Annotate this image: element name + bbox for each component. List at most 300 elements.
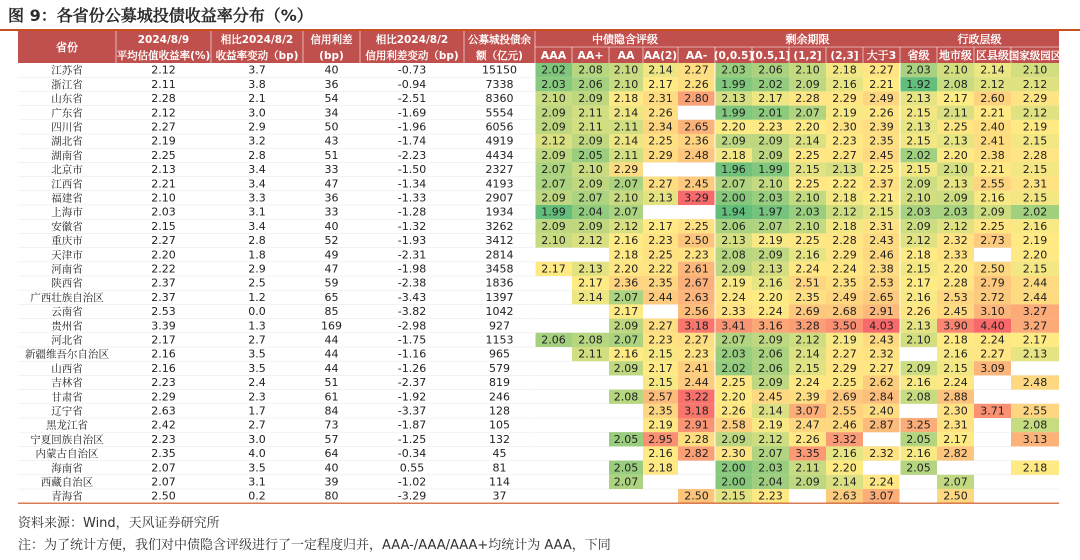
heat-cell-value: 2.10: [758, 177, 783, 191]
heat-cell-value: 2.18: [832, 219, 857, 233]
value-cell: 2.21: [151, 177, 176, 191]
heat-cell-value: 2.08: [943, 77, 968, 91]
heat-cell-value: 2.09: [758, 248, 783, 262]
province-label: 山西省: [51, 362, 83, 375]
heat-cell-value: 2.13: [943, 134, 968, 148]
heat-cell-value: 2.55: [1022, 404, 1048, 418]
value-cell: 6056: [485, 120, 514, 134]
heat-cell-value: 2.10: [613, 191, 639, 205]
column-header-1-line-0: 2024/8/9: [137, 34, 190, 46]
heat-cell-value: 2.39: [869, 120, 894, 134]
value-cell: -3.29: [397, 489, 427, 503]
heat-cell-value: 2.15: [795, 361, 820, 375]
heat-cell-value: 2.45: [943, 305, 968, 319]
heat-cell-value: 2.26: [684, 77, 709, 91]
province-label: 湖北省: [51, 135, 83, 148]
table-body: [18, 63, 1059, 503]
heat-cell-value: 2.55: [980, 177, 1005, 191]
heat-cell-value: 2.05: [906, 432, 931, 446]
heat-cell-value: 2.25: [648, 248, 673, 262]
heat-cell-value: 2.47: [795, 418, 820, 432]
heat-cell-value: 2.17: [906, 276, 931, 290]
heat-cell-value: 2.23: [684, 248, 709, 262]
heat-cell-value: 2.15: [906, 106, 931, 120]
heat-cell-value: 2.16: [980, 191, 1005, 205]
heat-cell-value: 2.73: [980, 234, 1005, 248]
heat-cell-value: 2.14: [980, 63, 1005, 77]
value-cell: -1.33: [397, 191, 427, 205]
heat-cell-value: 2.27: [648, 319, 673, 333]
heat-cell-value: 2.08: [613, 390, 639, 404]
heat-cell-value: 2.14: [795, 134, 820, 148]
heat-cell-value: 2.10: [578, 163, 603, 177]
heat-cell-value: 2.10: [795, 63, 820, 77]
column-header-3-line-0: 信用利差: [310, 34, 353, 46]
value-cell: -1.92: [397, 390, 427, 404]
heat-cell-value: 2.09: [758, 148, 783, 162]
heat-cell-value: 2.26: [869, 106, 894, 120]
value-cell: 4193: [485, 177, 514, 191]
value-cell: 37: [492, 489, 507, 503]
heat-cell-value: 2.10: [1022, 63, 1048, 77]
value-cell: 579: [489, 361, 510, 375]
table-row: [18, 333, 1059, 347]
heat-cell-value: 2.00: [721, 191, 746, 205]
heat-cell-value: 2.15: [1022, 134, 1048, 148]
heat-cell-value: 2.24: [795, 262, 820, 276]
heat-cell-value: 2.35: [795, 290, 820, 304]
heat-cell-value: 2.30: [721, 447, 746, 461]
heat-cell-value: 2.05: [906, 461, 931, 475]
table-row: [18, 177, 1059, 191]
value-cell: 2.03: [151, 205, 176, 219]
heat-cell-value: 2.68: [832, 305, 857, 319]
heat-cell-value: 2.45: [684, 177, 709, 191]
heat-cell-value: 2.23: [758, 120, 783, 134]
value-cell: 169: [321, 319, 342, 333]
heat-cell-value: 2.07: [613, 177, 639, 191]
heat-cell-value: 2.22: [832, 177, 857, 191]
heat-cell-value: 2.03: [906, 205, 931, 219]
value-cell: 3.39: [151, 319, 176, 333]
heat-cell-value: 2.44: [1022, 290, 1048, 304]
heat-cell-value: 2.03: [721, 347, 746, 361]
heat-cell-value: 2.35: [648, 276, 673, 290]
value-cell: 2.37: [151, 290, 176, 304]
province-label: 北京市: [51, 164, 83, 177]
value-cell: 34: [324, 106, 339, 120]
heat-cell-value: 2.88: [943, 390, 968, 404]
value-cell: -1.50: [397, 163, 427, 177]
heat-cell-value: 2.07: [578, 191, 603, 205]
heat-cell-value: 2.11: [613, 148, 639, 162]
heat-cell-value: 2.29: [832, 248, 857, 262]
value-cell: 3458: [485, 262, 514, 276]
heat-cell-value: 2.25: [943, 120, 968, 134]
heat-cell-value: 2.12: [758, 432, 783, 446]
heat-cell-value: 2.34: [648, 120, 673, 134]
heat-cell-value: 2.06: [541, 333, 566, 347]
value-cell: 2.25: [151, 148, 176, 162]
heat-cell-value: 2.17: [1022, 333, 1048, 347]
heat-cell-value: 2.29: [832, 361, 857, 375]
heat-cell-value: 2.18: [648, 461, 673, 475]
heat-cell-value: 2.51: [795, 276, 820, 290]
value-cell: 45: [492, 447, 507, 461]
heat-cell-value: 2.27: [980, 347, 1005, 361]
heat-cell-value: 2.30: [832, 120, 857, 134]
province-label: 广西壮族自治区: [30, 291, 104, 304]
value-cell: -1.98: [397, 262, 427, 276]
heat-cell-value: 2.18: [721, 148, 746, 162]
value-cell: 2.4: [248, 376, 266, 390]
heat-cell-value: 2.08: [906, 390, 931, 404]
column-header-1-line-1: 平均估值收益率(%): [116, 50, 211, 62]
province-label: 上海市: [51, 206, 83, 219]
heat-cell-value: 2.27: [832, 347, 857, 361]
heat-cell-value: 4.03: [869, 319, 894, 333]
sub-header-11: 地市级: [939, 49, 972, 62]
value-cell: 0.2: [248, 489, 266, 503]
heat-cell-value: 2.12: [980, 77, 1005, 91]
heat-cell-value: 2.09: [541, 191, 566, 205]
value-cell: 4.0: [248, 447, 266, 461]
value-cell: 2.16: [151, 347, 176, 361]
sub-header-9: 大于3: [866, 49, 897, 62]
value-cell: -2.51: [397, 92, 427, 106]
column-header-4-line-0: 相比2024/8/2: [375, 34, 449, 46]
province-label: 西藏自治区: [40, 476, 94, 489]
value-cell: 2.1: [248, 92, 266, 106]
heat-cell-value: 2.23: [648, 234, 673, 248]
heat-cell-value: 2.28: [943, 276, 968, 290]
heat-cell-value: 2.07: [541, 163, 566, 177]
heat-cell-value: 2.13: [578, 262, 603, 276]
heat-cell-value: 2.05: [578, 148, 603, 162]
heat-cell-value: 2.25: [721, 376, 746, 390]
value-cell: 3.5: [248, 461, 266, 475]
heat-cell-value: 2.32: [869, 347, 894, 361]
heat-cell-value: 2.00: [721, 461, 746, 475]
heat-cell-value: 2.35: [869, 134, 894, 148]
heat-cell-value: 2.13: [1022, 347, 1048, 361]
value-cell: 40: [324, 219, 339, 233]
heat-cell-value: 2.14: [648, 63, 673, 77]
heat-cell-value: 2.18: [832, 63, 857, 77]
value-cell: 2.19: [151, 134, 176, 148]
heat-cell-value: 1.97: [758, 205, 783, 219]
heat-cell-value: 2.03: [906, 63, 931, 77]
province-label: 陕西省: [51, 277, 83, 290]
province-label: 山东省: [51, 93, 83, 106]
heat-cell-value: 2.19: [758, 418, 783, 432]
heat-cell-value: 3.35: [795, 447, 820, 461]
province-label: 湖南省: [51, 149, 83, 162]
heat-cell-value: 2.15: [1022, 163, 1048, 177]
table-row: [18, 248, 1059, 262]
heat-cell-value: 2.21: [869, 77, 894, 91]
heat-cell-value: 2.29: [648, 148, 673, 162]
table-row: [18, 233, 1059, 247]
table-row: [18, 106, 1059, 120]
table-row: [18, 375, 1059, 389]
heat-cell-value: 3.10: [980, 305, 1005, 319]
heat-cell-value: 2.27: [869, 361, 894, 375]
table-row: [18, 446, 1059, 460]
table-row: [18, 148, 1059, 162]
value-cell: 2.5: [248, 276, 266, 290]
province-label: 江西省: [51, 178, 83, 191]
heat-cell-value: 2.16: [906, 290, 931, 304]
heat-cell-value: 2.39: [795, 390, 820, 404]
heat-cell-value: 3.09: [980, 361, 1005, 375]
value-cell: 2.12: [151, 106, 176, 120]
table-header: [18, 31, 1062, 63]
value-cell: -1.74: [397, 134, 427, 148]
value-cell: 2.23: [151, 376, 176, 390]
sub-header-4: AA-: [685, 49, 708, 62]
value-cell: 2.42: [151, 418, 176, 432]
heat-cell-value: 2.04: [758, 475, 783, 489]
heat-cell-value: 2.17: [541, 262, 566, 276]
heat-cell-value: 2.09: [906, 219, 931, 233]
province-label: 河南省: [51, 263, 83, 276]
value-cell: -1.87: [397, 418, 427, 432]
table-row: [18, 319, 1059, 333]
heat-cell-value: 2.48: [1022, 376, 1048, 390]
value-cell: -2.98: [397, 319, 427, 333]
heat-cell-value: 2.65: [684, 120, 709, 134]
province-label: 黑龙江省: [46, 419, 88, 432]
value-cell: 2327: [485, 163, 514, 177]
value-cell: -2.37: [397, 376, 427, 390]
value-cell: -1.16: [397, 347, 427, 361]
heat-cell-value: 2.11: [943, 106, 968, 120]
heat-cell-value: 2.13: [832, 163, 857, 177]
heat-cell-value: 2.25: [795, 234, 820, 248]
heat-cell-value: 2.23: [758, 489, 783, 503]
value-cell: 47: [324, 262, 339, 276]
heat-cell-value: 2.40: [869, 404, 894, 418]
heat-cell-value: 2.17: [758, 92, 783, 106]
heat-cell-value: 2.24: [832, 262, 857, 276]
heat-cell-value: 2.16: [758, 276, 783, 290]
value-cell: 3.4: [248, 163, 266, 177]
value-cell: 2.27: [151, 234, 176, 248]
value-cell: 44: [324, 361, 339, 375]
heat-cell-value: 2.12: [541, 134, 566, 148]
heat-cell-value: 2.08: [578, 333, 603, 347]
value-cell: 2.9: [248, 120, 266, 134]
heat-cell-value: 2.57: [648, 390, 673, 404]
province-label: 吉林省: [51, 377, 83, 390]
group-header-0: 中债隐含评级: [592, 33, 658, 46]
heat-cell-value: 2.31: [943, 418, 968, 432]
heat-cell-value: 2.07: [613, 290, 639, 304]
heat-cell-value: 2.26: [795, 432, 820, 446]
value-cell: 33: [324, 163, 339, 177]
heat-cell-value: 2.09: [541, 106, 566, 120]
heat-cell-value: 2.12: [906, 234, 931, 248]
heat-cell-value: 2.14: [613, 134, 639, 148]
heat-cell-value: 2.09: [795, 475, 820, 489]
value-cell: 3.4: [248, 219, 266, 233]
heat-cell-value: 2.49: [869, 92, 894, 106]
value-cell: 2.9: [248, 262, 266, 276]
heat-cell-value: 2.17: [648, 219, 673, 233]
table-row: [18, 262, 1059, 276]
heat-cell-value: 2.27: [684, 63, 709, 77]
value-cell: 40: [324, 63, 339, 77]
heat-cell-value: 2.79: [980, 276, 1005, 290]
heat-cell-value: 2.29: [1022, 92, 1048, 106]
heat-cell-value: 2.20: [721, 390, 746, 404]
heat-cell-value: 2.44: [684, 376, 709, 390]
heat-cell-value: 2.16: [832, 447, 857, 461]
value-cell: -0.73: [397, 63, 427, 77]
heat-cell-value: 2.09: [613, 361, 639, 375]
heat-cell-value: 2.10: [795, 219, 820, 233]
value-cell: -2.31: [397, 248, 427, 262]
value-cell: -3.43: [397, 290, 427, 304]
sub-header-7: (1,2]: [793, 50, 822, 62]
heat-cell-value: 2.17: [578, 276, 603, 290]
value-cell: 2.63: [151, 404, 176, 418]
group-header-2: 行政层级: [957, 33, 1002, 46]
heat-cell-value: 2.49: [832, 290, 857, 304]
heat-cell-value: 2.40: [980, 120, 1005, 134]
value-cell: 4434: [485, 148, 514, 162]
value-cell: 3.2: [248, 134, 266, 148]
heat-cell-value: 2.32: [869, 447, 894, 461]
heat-cell-value: 2.17: [943, 92, 968, 106]
value-cell: 2814: [485, 248, 514, 262]
heat-cell-value: 2.08: [1022, 418, 1048, 432]
value-cell: 50: [324, 120, 339, 134]
heat-cell-value: 2.26: [906, 305, 931, 319]
value-cell: 2.16: [151, 361, 176, 375]
heat-cell-value: 2.28: [832, 234, 857, 248]
heat-cell-value: 2.15: [906, 262, 931, 276]
heat-cell-value: 3.29: [684, 191, 709, 205]
heat-cell-value: 2.10: [613, 77, 639, 91]
heat-cell-value: 2.12: [613, 219, 639, 233]
source-note: 资料来源：Wind，天风证券研究所: [18, 516, 220, 531]
province-label: 内蒙古自治区: [35, 448, 99, 461]
heat-cell-value: 2.24: [721, 290, 746, 304]
value-cell: 2.07: [151, 475, 176, 489]
heat-cell-value: 2.16: [613, 234, 639, 248]
value-cell: 132: [489, 432, 510, 446]
province-label: 云南省: [51, 306, 83, 319]
heat-cell-value: 2.20: [943, 262, 968, 276]
table-row: [18, 475, 1059, 489]
value-cell: 64: [324, 447, 339, 461]
heat-cell-value: 3.18: [684, 404, 709, 418]
value-cell: 36: [324, 191, 339, 205]
heat-cell-value: 2.02: [721, 361, 746, 375]
heat-cell-value: 2.63: [684, 290, 709, 304]
value-cell: 105: [489, 418, 510, 432]
heat-cell-value: 2.87: [869, 418, 894, 432]
heat-cell-value: 2.25: [869, 163, 894, 177]
province-label: 宁夏回族自治区: [30, 433, 104, 446]
value-cell: -1.75: [397, 333, 427, 347]
table-row: [18, 77, 1059, 91]
value-cell: 2.13: [151, 163, 176, 177]
value-cell: 2.23: [151, 432, 176, 446]
heat-cell-value: 2.00: [721, 475, 746, 489]
value-cell: -1.26: [397, 361, 427, 375]
heat-cell-value: 3.71: [980, 404, 1005, 418]
heat-cell-value: 2.23: [832, 134, 857, 148]
heat-cell-value: 2.82: [684, 447, 709, 461]
heat-cell-value: 2.24: [795, 376, 820, 390]
heat-cell-value: 2.09: [943, 191, 968, 205]
table-row: [18, 404, 1059, 418]
heat-cell-value: 2.20: [758, 290, 783, 304]
value-cell: 49: [324, 248, 339, 262]
value-cell: 3.5: [248, 347, 266, 361]
heat-cell-value: 2.30: [943, 404, 968, 418]
heat-cell-value: 2.72: [980, 290, 1005, 304]
value-cell: 1.8: [248, 248, 266, 262]
column-header-3-line-1: (bp): [319, 50, 344, 62]
heat-cell-value: 2.08: [578, 63, 603, 77]
heat-cell-value: 2.12: [1022, 77, 1048, 91]
heat-cell-value: 2.12: [795, 333, 820, 347]
heat-cell-value: 2.07: [721, 333, 746, 347]
value-cell: 7338: [485, 77, 514, 91]
heat-cell-value: 2.24: [758, 305, 783, 319]
heat-cell-value: 2.13: [721, 234, 746, 248]
province-label: 甘肃省: [51, 391, 83, 404]
heat-cell-value: 3.28: [795, 319, 820, 333]
value-cell: 54: [324, 92, 339, 106]
table-row: [18, 134, 1059, 148]
heat-cell-value: 2.84: [869, 390, 894, 404]
heat-cell-value: 2.11: [613, 120, 639, 134]
heat-cell-value: 2.10: [906, 333, 931, 347]
value-cell: 3.8: [248, 77, 266, 91]
value-cell: 1836: [485, 276, 514, 290]
heat-cell-value: 2.15: [906, 134, 931, 148]
heat-cell-value: 2.10: [795, 191, 820, 205]
heat-cell-value: 2.13: [758, 262, 783, 276]
heat-cell-value: 2.35: [648, 404, 673, 418]
heat-cell-value: 2.03: [721, 63, 746, 77]
heat-cell-value: 2.12: [578, 234, 603, 248]
sub-header-3: AA(2): [643, 50, 678, 62]
value-cell: 85: [324, 305, 339, 319]
value-cell: 65: [324, 290, 339, 304]
table-row: [18, 191, 1059, 205]
heat-cell-value: 2.06: [758, 63, 783, 77]
heat-cell-value: 2.07: [613, 475, 639, 489]
table-row: [18, 304, 1059, 318]
value-cell: 2.35: [151, 447, 176, 461]
heat-cell-value: 2.09: [980, 205, 1005, 219]
heat-cell-value: 2.61: [684, 262, 709, 276]
heat-cell-value: 2.33: [943, 248, 968, 262]
heat-cell-value: 2.14: [578, 290, 603, 304]
value-cell: 1934: [485, 205, 514, 219]
province-label: 四川省: [51, 121, 83, 134]
value-cell: 47: [324, 177, 339, 191]
heat-cell-value: 2.13: [906, 92, 931, 106]
value-cell: 44: [324, 333, 339, 347]
heat-cell-value: 2.07: [758, 447, 783, 461]
